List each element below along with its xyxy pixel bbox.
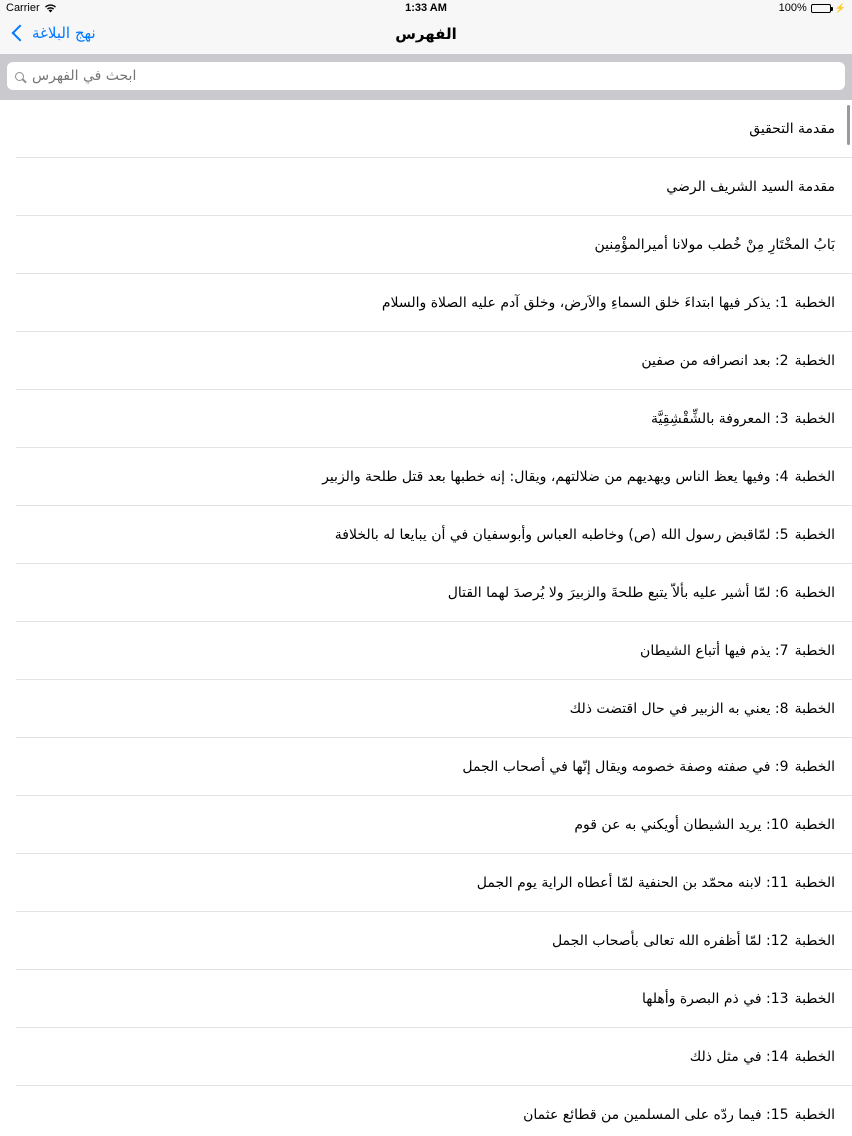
list-item-prefix: الخطبة	[794, 295, 835, 311]
list-item-label: مقدمة التحقيق	[749, 121, 835, 137]
list-item-label: 3: المعروفة بالشِّقْشِقِيَّة	[651, 411, 789, 427]
search-icon	[15, 72, 24, 81]
index-list	[0, 100, 852, 1136]
list-item[interactable]	[0, 970, 852, 1028]
list-item-label: 6: لمّا أشير عليه بألاّ يتبع طلحةَ والزبيرَ ولا يُرصدَ لهما القتال	[447, 585, 789, 601]
list-item-prefix: الخطبة	[794, 643, 835, 659]
search-input[interactable]	[30, 67, 334, 85]
list-item-label: مقدمة السيد الشريف الرضي	[666, 179, 835, 195]
battery-indicator	[779, 2, 846, 14]
list-item[interactable]	[0, 506, 852, 564]
list-item-prefix: الخطبة	[794, 353, 835, 369]
list-item-label: 13: في ذم البصرة وأهلها	[642, 991, 789, 1007]
list-item-prefix: الخطبة	[794, 469, 835, 485]
list-item[interactable]	[0, 854, 852, 912]
list-item-prefix: الخطبة	[794, 527, 835, 543]
list-item-label: بَابُ المخْتَارِ مِنْ خُطب مولانا أميرالمؤْمِنين	[594, 237, 835, 253]
list-item-prefix: الخطبة	[794, 875, 835, 891]
list-item[interactable]	[0, 332, 852, 390]
navigation-bar	[0, 18, 852, 54]
list-item-label: 9: في صفته وصفة خصومه ويقال إنّها في أصحاب الجمل	[462, 759, 789, 775]
list-item-prefix: الخطبة	[794, 1107, 835, 1123]
status-time: 1:33 AM	[405, 2, 447, 14]
list-item-label: 4: وفيها يعظ الناس ويهديهم من ضلالتهم، ويقال: إنه خطبها بعد قتل طلحة والزبير	[322, 469, 789, 485]
list-item[interactable]	[0, 390, 852, 448]
list-item[interactable]	[0, 216, 852, 274]
search-bar-container	[0, 54, 852, 100]
list-item-label: 14: في مثل ذلك	[689, 1049, 789, 1065]
list-item-label: 5: لمّاقبض رسول الله (ص) وخاطبه العباس وأبوسفيان في أن يبايعا له بالخلافة	[334, 527, 789, 543]
list-item[interactable]	[0, 1028, 852, 1086]
list-item-prefix: الخطبة	[794, 991, 835, 1007]
list-item[interactable]	[0, 912, 852, 970]
status-bar	[0, 0, 852, 18]
list-item[interactable]	[0, 738, 852, 796]
list-item[interactable]	[0, 448, 852, 506]
list-item[interactable]	[0, 796, 852, 854]
list-item-prefix: الخطبة	[794, 701, 835, 717]
list-item[interactable]	[0, 100, 852, 158]
carrier-label: Carrier	[6, 2, 40, 14]
list-item-label: 11: لابنه محمّد بن الحنفية لمّا أعطاه الراية يوم الجمل	[476, 875, 789, 891]
list-item-prefix: الخطبة	[794, 933, 835, 949]
list-item[interactable]	[0, 680, 852, 738]
list-item[interactable]	[0, 158, 852, 216]
battery-icon	[811, 4, 831, 13]
list-item-prefix: الخطبة	[794, 817, 835, 833]
search-field[interactable]	[7, 62, 845, 90]
list-item-label: 7: يذم فيها أتباع الشيطان	[640, 643, 789, 659]
scroll-indicator[interactable]	[847, 105, 850, 145]
list-item-label: 15: فيما ردّه على المسلمين من قطائع عثمان	[523, 1107, 789, 1123]
list-item-label: 8: يعني به الزبير في حال اقتضت ذلك	[569, 701, 789, 717]
list-item-prefix: الخطبة	[794, 759, 835, 775]
list-item-prefix: الخطبة	[794, 411, 835, 427]
list-item[interactable]	[0, 564, 852, 622]
battery-percent: 100%	[778, 2, 807, 14]
list-item-label: 1: يذكر فيها ابتداءَ خلق السماءِ والاَرض، وخلق آدم عليه الصلاة والسلام	[381, 295, 789, 311]
list-item-label: 10: يريد الشيطان أويكني به عن قوم	[574, 817, 789, 833]
list-item[interactable]	[0, 274, 852, 332]
list-item-prefix: الخطبة	[794, 1049, 835, 1065]
list-item-prefix: الخطبة	[794, 585, 835, 601]
page-title: الفهرس	[395, 25, 457, 43]
list-item-label: 12: لمّا أظفره الله تعالى بأصحاب الجمل	[551, 933, 789, 949]
back-button-label: نهج البلاغة	[32, 24, 96, 42]
list-item-label: 2: بعد انصرافه من صفين	[641, 353, 789, 369]
charging-bolt-icon: ⚡	[834, 2, 846, 13]
list-item[interactable]	[0, 1086, 852, 1136]
list-item[interactable]	[0, 622, 852, 680]
